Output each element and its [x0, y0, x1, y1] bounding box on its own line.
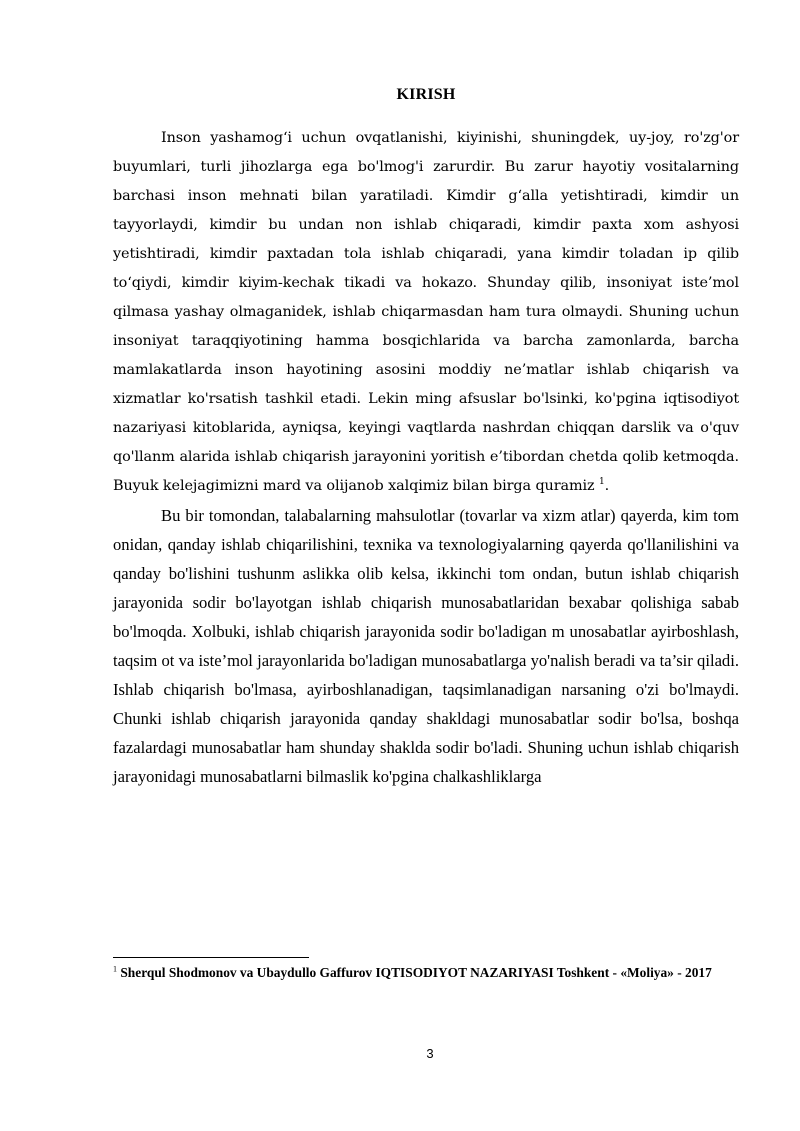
footnote-separator — [113, 957, 309, 958]
page-title: KIRISH — [396, 86, 456, 103]
paragraph-1 — [113, 124, 739, 501]
footnote-reference[interactable]: 1 — [599, 477, 605, 488]
paragraph-1-end: . — [604, 478, 610, 494]
footnote-text: Sherqul Shodmonov va Ubaydullo Gaffurov IQTISODIYOT NAZARIYASI Toshkent - «Moliya» - 2017 — [120, 965, 712, 980]
paragraph-1-text: Inson yashamog‘i uchun ovqatlanishi, kiyinishi, shuningdek, uy-joy, ro'zg'or buyumlari, turli jihozlarga ega bo'lmog'i zarurdir. Bu zarur hayotiy vositalarning barchasi inson mehnati bilan yaratiladi. Kimdir g‘alla yetishtiradi, kimdir un tayyorlaydi, kimdir bu undan non ishlab chiqaradi, kimdir paxta xom ashyosi yetishtiradi, kimdir paxtadan tola ishlab chiqaradi, yana kimdir toladan ip qilib to‘qiydi, kimdir kiyim-kechak tikadi va hokazo. Shunday qilib, insoniyat iste’mol qilmasa yashay olmaganidek, ishlab chiqarmasdan ham tura olmaydi. Shuning uchun insoniyat taraqqiyotining hamma bosqichlarida va barcha zamonlarda, barcha mamlakatlarda inson hayotining asosini moddiy ne’matlar ishlab chiqarish va xizmatlar ko'rsatish tashkil etadi. Lekin ming afsuslar bo'lsinki, ko'pgina iqtisodiyot nazariyasi kitoblarida, ayniqsa, keyingi vaqtlarda nashrdan chiqqan darslik va o'quv qo'llanm alarida ishlab chiqarish jarayonini yoritish e’tibordan chetda qolib ketmoqda. Buyuk kelejagimizni mard va olijanob xalqimiz bilan birga quramiz — [113, 130, 739, 494]
footnote-marker: 1 — [113, 964, 117, 974]
paragraph-2-text: Bu bir tomondan, talabalarning mahsulotlar (tovarlar va xizm atlar) qayerda, kim tom onidan, qanday ishlab chiqarilishini, texnika va texnologiyalarning qayerda qo'llanilishini va qanday bo'lishini tushunm aslikka olib kelsa, ikkinchi tom ondan, butun ishlab chiqarish jarayonida sodir bo'layotgan ishlab chiqarish munosabatlaridan bexabar qolishiga sabab bo'lmoqda. Xolbuki, ishlab chiqarish jarayonida sodir bo'ladigan m unosabatlar ayirboshlash, taqsim ot va iste’mol jarayonlarida bo'ladigan munosabatlarga yo'nalish beradi va ta’sir qiladi. Ishlab chiqarish bo'lmasa, ayirboshlanadigan, taqsimlanadigan narsaning o'zi bo'lmaydi. Chunki ishlab chiqarish jarayonida qanday shakldagi munosabatlar sodir bo'lsa, boshqa fazalardagi munosabatlar ham shunday shaklda sodir bo'ladi. Shuning uchun ishlab chiqarish jarayonidagi munosabatlarni bilmaslik ko'pgina chalkashliklarga — [113, 506, 739, 786]
footnote — [113, 964, 743, 982]
paragraph-2 — [113, 501, 739, 791]
body-text — [113, 124, 739, 791]
page-number: 3 — [426, 1046, 434, 1061]
